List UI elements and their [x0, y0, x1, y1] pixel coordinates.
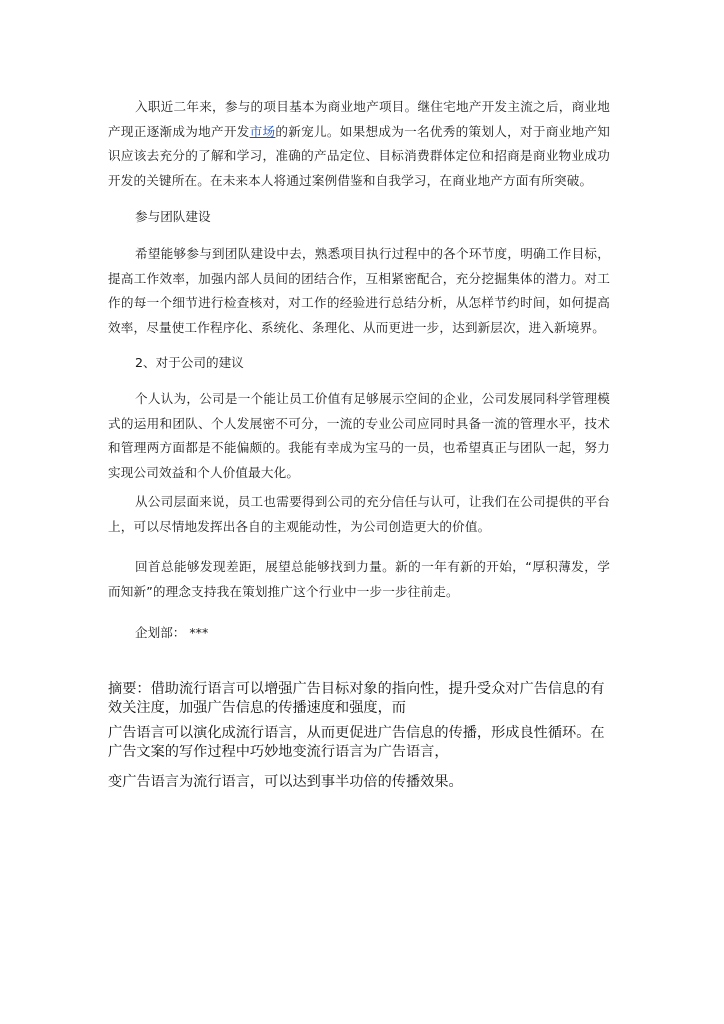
- paragraph-outlook: 回首总能够发现差距，展望总能够找到力量。新的一年有新的开始，“厚积薄发，学而知新”的理念支持我在策划推广这个行业中一步一步往前走。: [108, 559, 610, 599]
- section-heading-suggestions: 2、对于公司的建议: [135, 355, 244, 370]
- abstract-line-3: 变广告语言为流行语言，可以达到事半功倍的传播效果。: [108, 774, 463, 790]
- abstract-line-2: 广告语言可以演化成流行语言，从而更促进广告信息的传播，形成良性循环。在广告文案的写作过程中巧妙地变流行语言为广告语言，: [108, 725, 605, 760]
- paragraph-text: 的新宠儿。如果想成为一名优秀的策划人，对于商业地产知识应该去充分的了解和学习，准确的产品定位、目标消费群体定位和招商是商业物业成功开发的关键所在。在未来本人将通过案例借鉴和自我学习，在商业地产方面有所突破。: [108, 123, 610, 188]
- paragraph-company-level: 从公司层面来说，员工也需要得到公司的充分信任与认可，让我们在公司提供的平台上，可以尽情地发挥出各自的主观能动性，为公司创造更大的价值。: [108, 494, 610, 534]
- paragraph-company-view: 个人认为，公司是一个能让员工价值有足够展示空间的企业，公司发展同科学管理模式的运用和团队、个人发展密不可分，一流的专业公司应同时具备一流的管理水平，技术和管理两方面都是不能偏颇的。我能有幸成为宝马的一员，也希望真正与团队一起，努力实现公司效益和个人价值最大化。: [108, 391, 610, 480]
- signature: 企划部： ***: [135, 625, 209, 640]
- paragraph-career-intro: [108, 95, 610, 193]
- section-heading-team: 参与团队建设: [135, 209, 211, 224]
- paragraph-text: 入职近二年来，参与的项目基本为商业地产项目。继住宅地产开发主流之后，商业地产现正逐渐成为地产开发: [108, 99, 610, 139]
- paragraph-team-building: 希望能够参与到团队建设中去，熟悉项目执行过程中的各个环节度，明确工作目标，提高工作效率，加强内部人员间的团结合作，互相紧密配合，充分挖掘集体的潜力。对工作的每一个细节进行检查核对，对工作的经验进行总结分析，从怎样节约时间，如何提高效率，尽量使工作程序化、系统化、条理化、从而更进一步，达到新层次，进入新境界。: [108, 246, 610, 335]
- market-link[interactable]: 市场: [249, 123, 276, 139]
- abstract-line-1: 摘要：借助流行语言可以增强广告目标对象的指向性，提升受众对广告信息的有效关注度，加强广告信息的传播速度和强度，而: [108, 681, 605, 716]
